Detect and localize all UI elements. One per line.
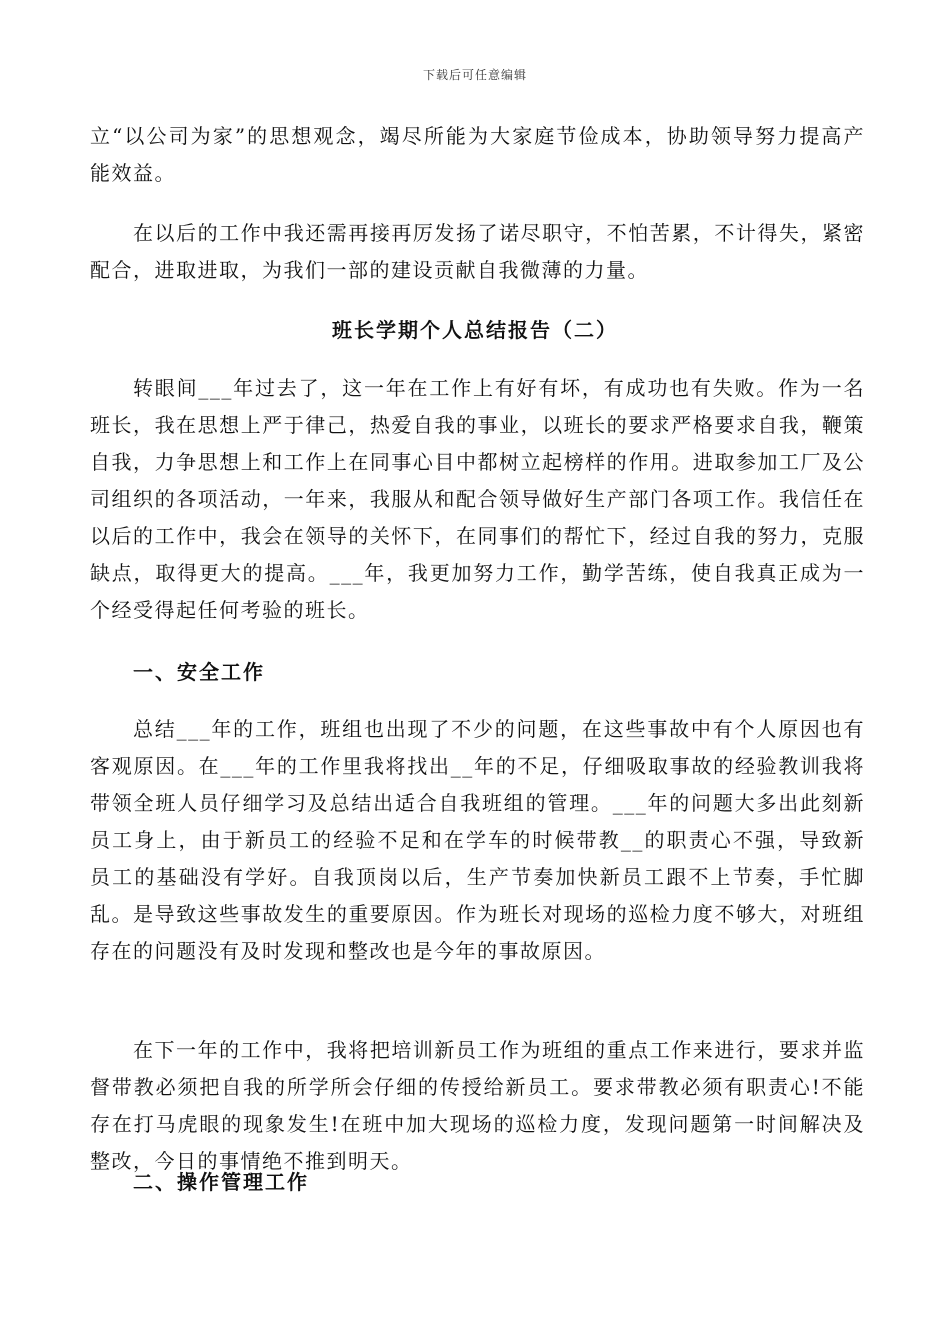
paragraph-closing: 在以后的工作中我还需再接再厉发扬了诺尽职守，不怕苦累，不计得失，紧密配合，进取进取，为我们一部的建设贡献自我微薄的力量。: [90, 221, 865, 282]
section-heading-operations: 二、操作管理工作: [133, 1170, 309, 1194]
header-note: 下载后可任意编辑: [422, 68, 527, 82]
paragraph-intro: 转眼间___年过去了，这一年在工作上有好有坏，有成功也有失败。作为一名班长，我在思想上严于律己，热爱自我的事业，以班长的要求严格要求自我，鞭策自我，力争思想上和工作上在同事心目中都树立起榜样的作用。进取参加工厂及公司组织的各项活动，一年来，我服从和配合领导做好生产部门各项工作。我信任在以后的工作中，我会在领导的关怀下，在同事们的帮忙下，经过自我的努力，克服缺点，取得更大的提高。___年，我更加努力工作，勤学苦练，使自我真正成为一个经受得起任何考验的班长。: [90, 376, 865, 622]
paragraph-safety-summary: 总结___年的工作，班组也出现了不少的问题，在这些事故中有个人原因也有客观原因。在___年的工作里我将找出__年的不足，仔细吸取事故的经验教训我将带领全班人员仔细学习及总结出适合自我班组的管理。___年的问题大多出此刻新员工身上，由于新员工的经验不足和在学车的时候带教__的职责心不强，导致新员工的基础没有学好。自我顶岗以后，生产节奏加快新员工跟不上节奏，手忙脚乱。是导致这些事故发生的重要原因。作为班长对现场的巡检力度不够大，对班组存在的问题没有及时发现和整改也是今年的事故原因。: [90, 717, 865, 963]
paragraph-safety-plan: 在下一年的工作中，我将把培训新员工作为班组的重点工作来进行，要求并监督带教必须把自我的所学所会仔细的传授给新员工。要求带教必须有职责心!不能存在打马虎眼的现象发生!在班中加大现场的巡检力度，发现问题第一时间解决及整改，今日的事情绝不推到明天。: [90, 1038, 865, 1173]
section-heading-safety: 一、安全工作: [133, 660, 265, 684]
document-title: 班长学期个人总结报告（二）: [332, 318, 618, 342]
paragraph-continuation: 立“以公司为家”的思想观念，竭尽所能为大家庭节俭成本，协助领导努力提高产能效益。: [90, 124, 865, 185]
